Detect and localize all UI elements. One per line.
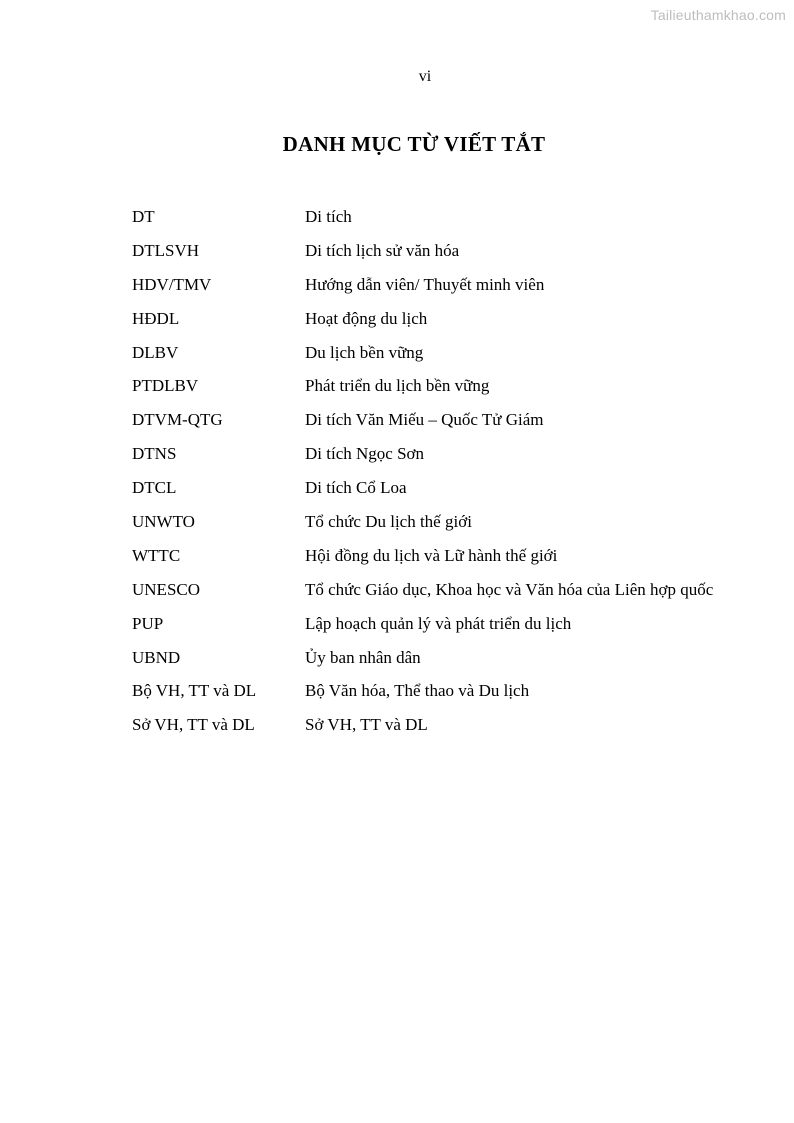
abbreviation-meaning: Bộ Văn hóa, Thể thao và Du lịch — [305, 681, 530, 701]
abbreviation-row — [132, 273, 772, 307]
abbreviation-meaning: Di tích Cổ Loa — [305, 478, 407, 498]
abbreviation-term: PUP — [132, 613, 164, 633]
abbreviation-meaning: Tổ chức Du lịch thế giới — [305, 512, 472, 532]
abbreviation-meaning: Tổ chức Giáo dục, Khoa học và Văn hóa của Liên hợp quốc — [305, 579, 714, 599]
abbreviation-term: DTCL — [132, 478, 177, 498]
abbreviation-list — [132, 205, 772, 747]
abbreviation-row — [132, 578, 772, 612]
abbreviation-meaning: Phát triển du lịch bền vững — [305, 376, 490, 396]
page-number: vi — [418, 68, 432, 85]
abbreviation-row — [132, 612, 772, 646]
abbreviation-row — [132, 239, 772, 273]
abbreviation-row — [132, 679, 772, 713]
abbreviation-meaning: Ủy ban nhân dân — [305, 647, 421, 667]
abbreviation-meaning: Di tích Ngọc Sơn — [305, 444, 425, 464]
abbreviation-term: DTVM-QTG — [132, 410, 223, 430]
abbreviation-term: HĐDL — [132, 308, 180, 328]
page-title: DANH MỤC TỪ VIẾT TẮT — [282, 132, 546, 156]
abbreviation-meaning: Hội đồng du lịch và Lữ hành thế giới — [305, 545, 558, 565]
abbreviation-meaning: Di tích — [305, 207, 352, 226]
abbreviation-term: UNESCO — [132, 579, 201, 599]
abbreviation-row — [132, 646, 772, 680]
abbreviation-row — [132, 442, 772, 476]
watermark-text: Tailieuthamkhao.com — [650, 7, 786, 23]
abbreviation-term: DT — [132, 207, 155, 226]
abbreviation-term: DTLSVH — [132, 240, 200, 260]
abbreviation-meaning: Sở VH, TT và DL — [305, 715, 428, 735]
abbreviation-meaning: Di tích Văn Miếu – Quốc Tử Giám — [305, 410, 544, 430]
abbreviation-term: Sở VH, TT và DL — [132, 715, 255, 735]
abbreviation-meaning: Hoạt động du lịch — [305, 308, 428, 328]
abbreviation-row — [132, 544, 772, 578]
abbreviation-row — [132, 341, 772, 375]
abbreviation-row — [132, 510, 772, 544]
abbreviation-meaning: Hướng dẫn viên/ Thuyết minh viên — [305, 274, 545, 294]
abbreviation-row — [132, 408, 772, 442]
abbreviation-term: PTDLBV — [132, 376, 199, 396]
abbreviation-meaning: Lập hoạch quản lý và phát triển du lịch — [305, 613, 572, 633]
abbreviation-meaning: Di tích lịch sử văn hóa — [305, 240, 460, 260]
abbreviation-meaning: Du lịch bền vững — [305, 342, 424, 362]
abbreviation-row — [132, 307, 772, 341]
abbreviation-row — [132, 205, 772, 239]
abbreviation-term: Bộ VH, TT và DL — [132, 681, 257, 701]
abbreviation-term: WTTC — [132, 545, 181, 565]
abbreviation-row — [132, 713, 772, 747]
abbreviation-term: HDV/TMV — [132, 274, 212, 294]
abbreviation-row — [132, 476, 772, 510]
abbreviation-row — [132, 374, 772, 408]
abbreviation-term: UNWTO — [132, 512, 195, 532]
abbreviation-term: UBND — [132, 647, 181, 667]
abbreviation-term: DLBV — [132, 342, 179, 362]
abbreviation-term: DTNS — [132, 444, 177, 464]
